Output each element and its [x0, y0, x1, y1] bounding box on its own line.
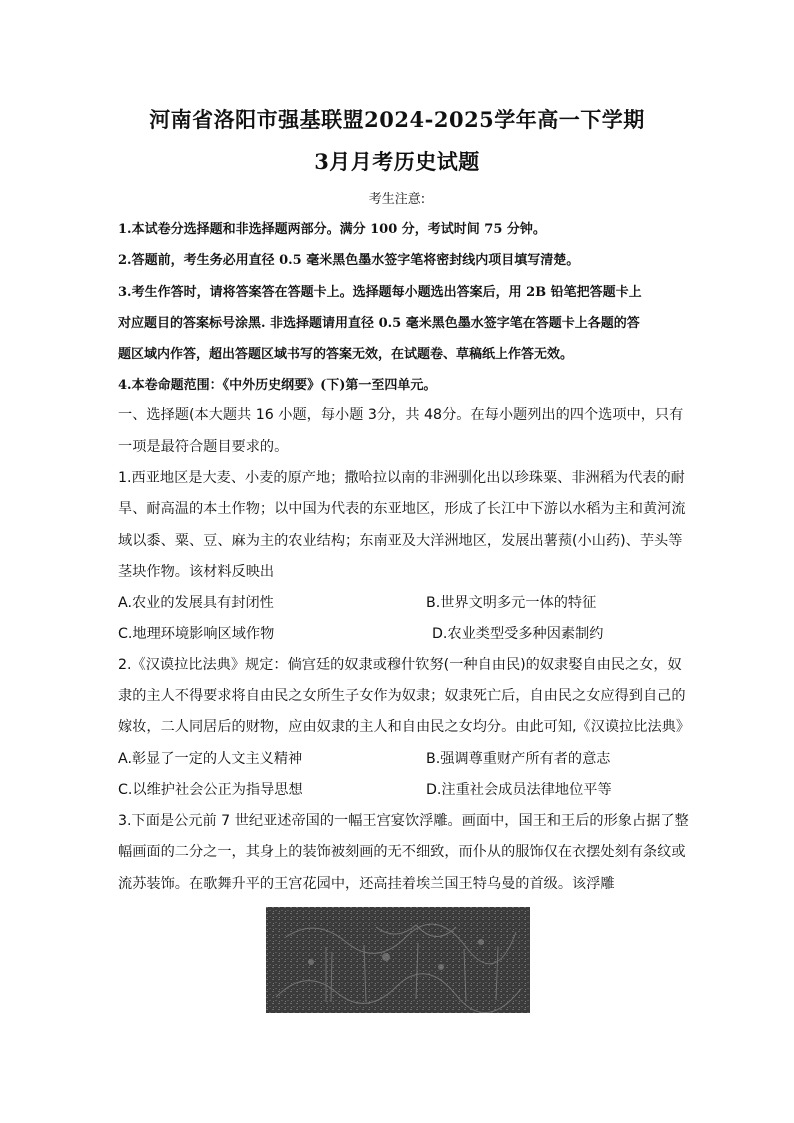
- question-2-option-c[interactable]: C.以维护社会公正为指导思想: [118, 782, 303, 798]
- section-instruction: 一项是最符合题目要求的。: [118, 439, 289, 455]
- notice-heading: 考生注意:: [368, 192, 426, 207]
- question-2-option-a[interactable]: A.彰显了一定的人文主义精神: [118, 751, 303, 767]
- question-1-text: 域以黍、粟、豆、麻为主的农业结构；东南亚及大洋洲地区，发展出薯蓣(小山药)、芋头等: [118, 533, 683, 549]
- question-1-text: 1.西亚地区是大麦、小麦的原产地；撒哈拉以南的非洲驯化出以珍珠粟、非洲稻为代表的耐: [118, 470, 685, 486]
- question-3-text: 3.下面是公元前 7 世纪亚述帝国的一幅王宫宴饮浮雕。画面中，国王和王后的形象占据了整: [118, 813, 689, 829]
- exam-subtitle: 3月月考历史试题: [314, 149, 480, 174]
- question-1-option-c[interactable]: C.地理环境影响区域作物: [118, 626, 275, 642]
- notice-item: 题区域内作答，超出答题区域书写的答案无效，在试题卷、草稿纸上作答无效。: [118, 347, 574, 362]
- question-2-text: 2.《汉谟拉比法典》规定：倘宫廷的奴隶或穆什钦努(一种自由民)的奴隶娶自由民之女，奴: [118, 657, 682, 673]
- section-instruction: 一、选择题(本大题共 16 小题，每小题 3分，共 48分。在每小题列出的四个选项中，只有: [118, 407, 684, 423]
- notice-item: 对应题目的答案标号涂黑. 非选择题请用直径 0.5 毫米黑色墨水签字笔在答题卡上各题的答: [118, 316, 640, 331]
- question-3-text: 幅画面的二分之一，其身上的装饰被刻画的无不细致，而仆从的服饰仅在衣摆处刻有条纹或: [118, 844, 686, 860]
- question-2-text: 隶的主人不得要求将自由民之女所生子女作为奴隶；奴隶死亡后，自由民之女应得到自己的: [118, 688, 686, 704]
- notice-item: 1.本试卷分选择题和非选择题两部分。满分 100 分，考试时间 75 分钟。: [118, 222, 546, 237]
- notice-item: 2.答题前，考生务必用直径 0.5 毫米黑色墨水签字笔将密封线内项目填写清楚。: [118, 253, 580, 268]
- exam-title: 河南省洛阳市强基联盟2024-2025学年高一下学期: [149, 107, 645, 132]
- relief-texture: [266, 907, 530, 1013]
- question-3-text: 流苏装饰。在歌舞升平的王宫花园中，还高挂着埃兰国王特乌曼的首级。该浮雕: [118, 876, 615, 892]
- notice-item: 4.本卷命题范围：《中外历史纲要》(下)第一至四单元。: [118, 378, 437, 393]
- question-1-text: 旱、耐高温的本土作物；以中国为代表的东亚地区，形成了长江中下游以水稻为主和黄河流: [118, 501, 686, 517]
- question-2-option-b[interactable]: B.强调尊重财产所有者的意志: [426, 751, 611, 767]
- question-2-text: 嫁妆，二人同居后的财物，应由奴隶的主人和自由民之女均分。由此可知,《汉谟拉比法典》: [118, 719, 691, 735]
- notice-item: 3.考生作答时，请将答案答在答题卡上。选择题每小题选出答案后，用 2B 铅笔把答题卡上: [118, 285, 642, 300]
- question-1-option-b[interactable]: B.世界文明多元一体的特征: [426, 595, 597, 611]
- assyrian-relief-image: [266, 907, 530, 1013]
- question-2-option-d[interactable]: D.注重社会成员法律地位平等: [426, 782, 612, 798]
- question-1-option-a[interactable]: A.农业的发展具有封闭性: [118, 595, 274, 611]
- question-1-option-d[interactable]: D.农业类型受多种因素制约: [432, 626, 604, 642]
- question-1-text: 茎块作物。该材料反映出: [118, 564, 275, 580]
